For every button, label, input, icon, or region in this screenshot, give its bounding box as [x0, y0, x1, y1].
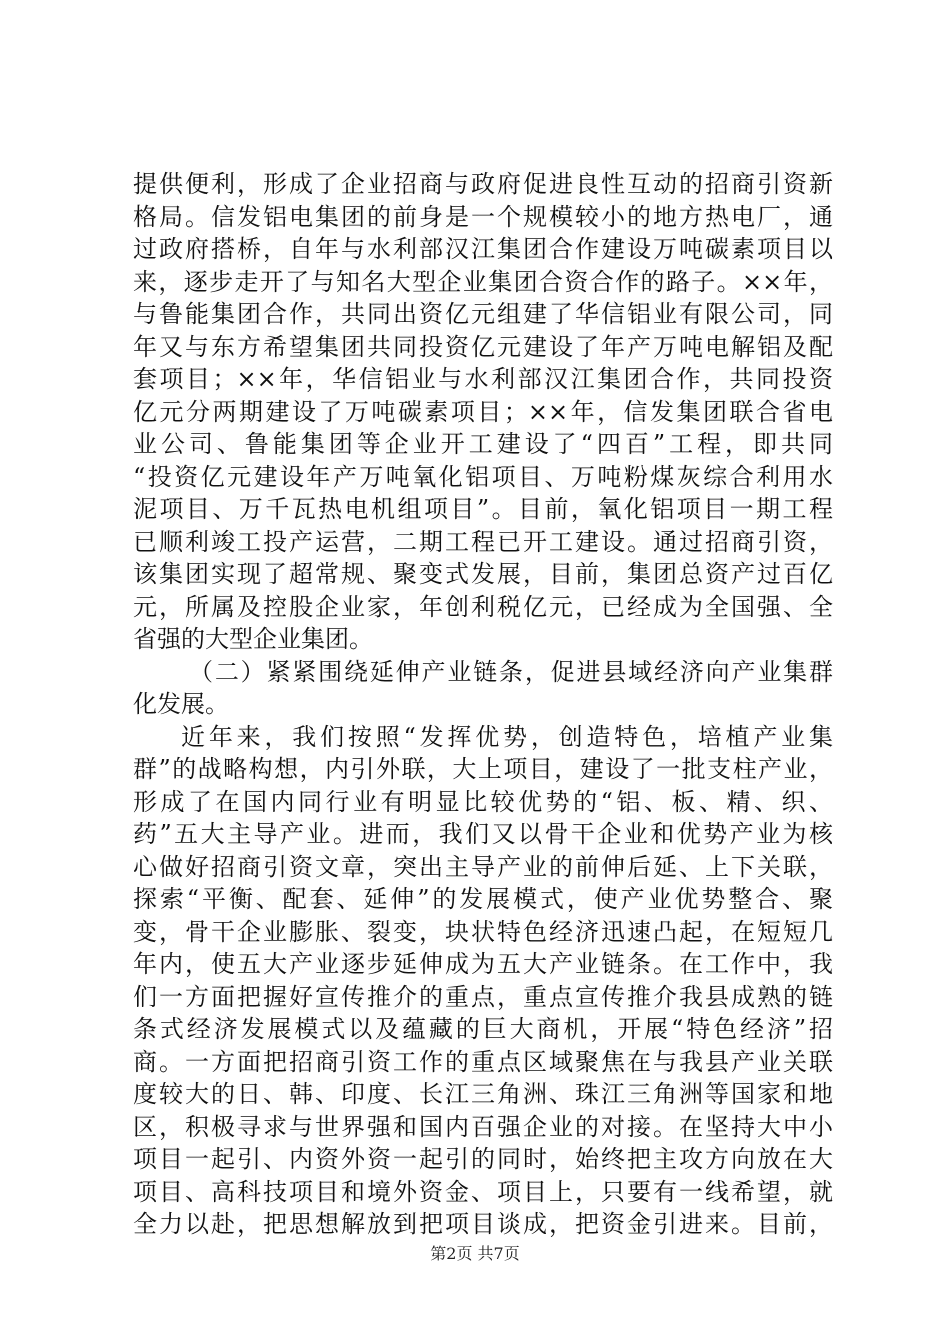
- text-line: 来，逐步走开了与知名大型企业集团合资合作的路子。××年，: [133, 267, 833, 296]
- text-line: 泥项目、万千瓦热电机组项目”。目前，氧化铝项目一期工程: [133, 495, 833, 523]
- text-line: 亿元分两期建设了万吨碳素项目；××年，信发集团联合省电: [133, 397, 833, 426]
- section-heading-continued: 化发展。: [133, 690, 229, 718]
- text-line: 近年来，我们按照“发挥优势，创造特色，培植产业集: [181, 722, 833, 751]
- text-line: 心做好招商引资文章，突出主导产业的前伸后延、上下关联，: [133, 852, 833, 881]
- text-line: 业公司、鲁能集团等企业开工建设了“四百”工程，即共同: [133, 430, 833, 458]
- text-line: 已顺利竣工投产运营，二期工程已开工建设。通过招商引资，: [133, 527, 833, 556]
- text-line: 过政府搭桥，自年与水利部汉江集团合作建设万吨碳素项目以: [133, 235, 833, 263]
- text-line: 度较大的日、韩、印度、长江三角洲、珠江三角洲等国家和地: [133, 1080, 833, 1108]
- text-line: 该集团实现了超常规、聚变式发展，目前，集团总资产过百亿: [133, 560, 833, 588]
- section-heading: （二）紧紧围绕延伸产业链条，促进县域经济向产业集群: [189, 657, 833, 686]
- text-line: 项目一起引、内资外资一起引的同时，始终把主攻方向放在大: [133, 1145, 833, 1173]
- document-body: [133, 168, 833, 1241]
- text-line: 全力以赴，把思想解放到把项目谈成，把资金引进来。目前，: [133, 1210, 833, 1238]
- text-line: 与鲁能集团合作，共同出资亿元组建了华信铝业有限公司，同: [133, 300, 833, 328]
- text-line: 商。一方面把招商引资工作的重点区域聚焦在与我县产业关联: [133, 1047, 833, 1076]
- text-line: 变，骨干企业膨胀、裂变，块状特色经济迅速凸起，在短短几: [133, 917, 833, 946]
- text-line: 年又与东方希望集团共同投资亿元建设了年产万吨电解铝及配: [133, 332, 833, 361]
- text-line: 药”五大主导产业。进而，我们又以骨干企业和优势产业为核: [133, 820, 833, 848]
- text-line: 年内，使五大产业逐步延伸成为五大产业链条。在工作中，我: [133, 950, 833, 978]
- text-line: 群”的战略构想，内引外联，大上项目，建设了一批支柱产业，: [133, 755, 833, 783]
- page-number-footer: 第2页 共7页: [430, 1244, 520, 1263]
- text-line: 格局。信发铝电集团的前身是一个规模较小的地方热电厂，通: [133, 202, 833, 231]
- text-line: 们一方面把握好宣传推介的重点，重点宣传推介我县成熟的链: [133, 982, 833, 1011]
- text-line: 元，所属及控股企业家，年创利税亿元，已经成为全国强、全: [133, 592, 833, 621]
- text-line: “投资亿元建设年产万吨氧化铝项目、万吨粉煤灰综合利用水: [133, 462, 833, 491]
- text-line: 套项目；××年，华信铝业与水利部汉江集团合作，共同投资: [133, 365, 833, 393]
- text-line: 条式经济发展模式以及蕴藏的巨大商机，开展“特色经济”招: [133, 1015, 833, 1043]
- text-line: 区，积极寻求与世界强和国内百强企业的对接。在坚持大中小: [133, 1112, 833, 1141]
- text-line: 省强的大型企业集团。: [133, 625, 373, 653]
- text-line: 提供便利，形成了企业招商与政府促进良性互动的招商引资新: [133, 170, 833, 198]
- text-line: 探索“平衡、配套、延伸”的发展模式，使产业优势整合、聚: [133, 885, 833, 913]
- text-line: 项目、高科技项目和境外资金、项目上，只要有一线希望，就: [133, 1177, 833, 1206]
- text-line: 形成了在国内同行业有明显比较优势的“铝、板、精、织、: [133, 787, 833, 816]
